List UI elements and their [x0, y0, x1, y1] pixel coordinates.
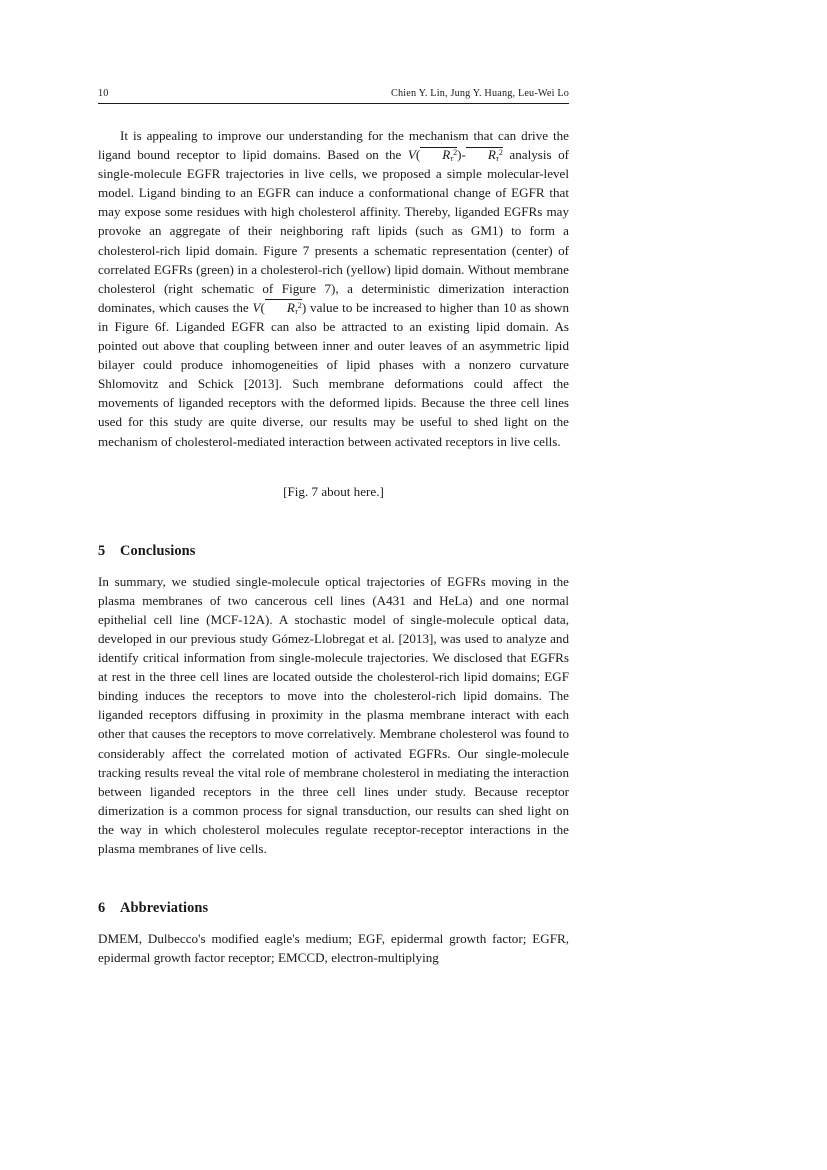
math2-open-paren: (: [260, 299, 265, 315]
paragraph-text-segment-3: value to be increased to higher than 10 as shown in Figure 6f. Liganded EGFR can also be attracted to an existing lipid domain. As pointed out above that coupling between inner and outer leaves of an asymmetric lipid bilayer could produce inhomogeneities of lipid phases with a nonzero curvature Shlomovitz and Schick [2013]. Such membrane deformations could affect the movements of liganded receptors with the deformed lipids. Because the three cell lines used for this study are quite diverse, our results may be useful to shed light on the mechanism of cholesterol-mediated interaction between activated receptors in live cells.: [98, 299, 569, 449]
math-base-R: R: [442, 147, 451, 163]
math-second-base-R: R: [487, 147, 496, 163]
math2-overline-group: [265, 299, 302, 315]
section-number-6: 6: [98, 900, 106, 917]
math2-function-V: V: [252, 299, 261, 315]
paragraph-discussion: [98, 126, 569, 451]
math2-close-paren: ): [301, 299, 307, 315]
math2-base-R: R: [286, 299, 295, 315]
figure-placement-note: [Fig. 7 about here.]: [283, 483, 384, 499]
section-heading-abbreviations: [98, 899, 569, 918]
math-open-paren: (: [415, 147, 421, 163]
section-number-5: 5: [98, 542, 106, 559]
paragraph-conclusions: In summary, we studied single-molecule optical trajectories of EGFRs moving in the plasma membranes of two cancerous cell lines (A431 and HeLa) and one normal epithelial cell line (MCF-12A). A stochastic model of single-molecule optical data, developed in our previous study Gómez-Llobregat et al. [2013], was used to analyze and identify critical information from single-molecule trajectories. We disclosed that EGFRs at rest in the three cell lines are located outside the cholesterol-rich lipid domains; EGF binding induces the receptors to move into the cholesterol-rich lipid domains. The liganded receptors diffusing in proximity in the plasma membrane interact with each other that causes the receptors to move correlatively. Membrane cholesterol was found to considerably affect the correlated motion of activated EGFRs. Our single-molecule tracking results reveal the vital role of membrane cholesterol in mediating the interaction between liganded receptors in the three cell lines under study. Because receptor dimerization is a common process for signal transduction, our results can shed light on the way in which cholesterol molecules regulate receptor-receptor interactions in the plasma membranes of live cells.: [98, 573, 569, 856]
math-close-paren: ): [457, 147, 462, 163]
math-function-V: V: [407, 147, 416, 163]
math-overline-group-1: [420, 147, 457, 163]
math-expression-variance: [253, 300, 307, 315]
math-second-superscript-2: 2: [498, 147, 503, 157]
section-title-abbreviations: Abbreviations: [120, 900, 209, 917]
math-expression-variance-minus-mean: [408, 147, 503, 162]
running-head-rule: [98, 103, 569, 104]
math-superscript-2: 2: [453, 147, 458, 157]
math2-superscript-2: 2: [297, 300, 302, 310]
paragraph-text-segment-2: analysis of single-molecule EGFR trajectories in live cells, we proposed a simple molecular-level model. Ligand binding to an EGFR can induce a conformational change of EGFR that may expose some residues with high cholesterol affinity. Thereby, liganded EGFRs may provoke an aggregate of their neighboring raft lipids (such as GM1) to form a cholesterol-rich lipid domain. Figure 7 presents a schematic representation (center) of correlated EGFRs (green) in a cholesterol-rich (yellow) lipid domain. Without membrane cholesterol (right schematic of Figure 7), a deterministic dimerization interaction dominates, which causes the: [98, 147, 569, 315]
running-head: [98, 88, 569, 102]
running-head-authors: Chien Y. Lin, Jung Y. Huang, Leu-Wei Lo: [391, 88, 569, 99]
math2-subscript-tau: τ: [294, 306, 298, 316]
paragraph-text-segment-1: It is appealing to improve our understanding for the mechanism that can drive the ligand bound receptor to lipid domains. Based on the: [98, 128, 569, 163]
section-title-conclusions: Conclusions: [120, 542, 196, 559]
paragraph-abbreviations: DMEM, Dulbecco's modified eagle's medium; EGF, epidermal growth factor; EGFR, epidermal growth factor receptor; EMCCD, electron-multiplying: [98, 931, 569, 966]
page-number: 10: [98, 88, 109, 99]
page-content: [98, 88, 569, 967]
section-heading-conclusions: [98, 542, 569, 561]
math-subscript-tau: τ: [450, 153, 454, 163]
math-overline-group-2: [466, 147, 503, 163]
math-operator-minus: -: [461, 147, 466, 163]
math-second-subscript-tau: τ: [495, 153, 499, 163]
